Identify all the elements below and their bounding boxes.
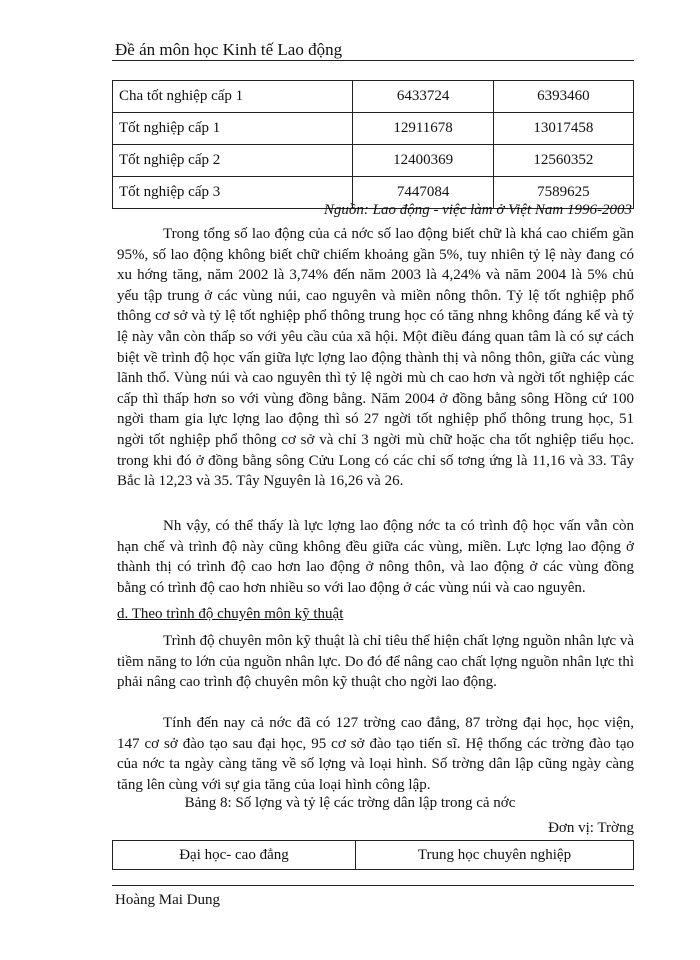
source-note: Nguồn: Lao động - việc làm ở Việt Nam 1996-2003 (323, 202, 632, 218)
table-cell-value: 12560352 (493, 145, 633, 177)
section-subheading: d. Theo trình độ chuyên môn kỹ thuật (117, 606, 344, 622)
table-cell-value: 7447084 (353, 177, 493, 209)
table-row (113, 145, 634, 177)
column-header-vocational: Trung học chuyên nghiệp (356, 841, 634, 870)
paragraph-technical-level: Trình độ chuyên môn kỹ thuật là chỉ tiêu thể hiện chất lợng nguồn nhân lực và tiềm năng to lớn của nguồn nhân lực. Do đó để nâng cao chất lợng nguồn nhân lực thì phải nâng cao trình độ chuyên môn kỹ thuật cho ngời lao động. (117, 633, 634, 691)
table-caption: Bảng 8: Số lợng và tỷ lệ các trờng dân lập trong cả nớc (184, 795, 516, 811)
table-cell-value: 6433724 (353, 81, 493, 113)
table-cell-label: Tốt nghiệp cấp 2 (113, 145, 353, 177)
table-cell-label: Tốt nghiệp cấp 1 (113, 113, 353, 145)
table-cell-value: 7589625 (493, 177, 633, 209)
table-cell-value: 6393460 (493, 81, 633, 113)
footer-rule (112, 885, 634, 886)
paragraph-summary: Nh vậy, có thể thấy là lực lợng lao động nớc ta có trình độ học vấn vẫn còn hạn chế và trình độ này cũng không đều giữa các vùng, miền. Lực lợng lao động ở thành thị có trình độ cao hơn lao động ở nông thôn, và lao động ở các vùng đồng bằng có trình độ cao hơn nhiều so với lao động ở các vùng núi và cao nguyên. (117, 518, 634, 596)
unit-label: Đơn vị: Trờng (548, 820, 634, 836)
table-cell-value: 12400369 (353, 145, 493, 177)
header-rule (112, 60, 634, 61)
page-header-title: Đề án môn học Kinh tế Lao động (115, 40, 343, 59)
paragraph-literacy: Trong tổng số lao động của cả nớc số lao động biết chữ là khá cao chiếm gần 95%, số lao động không biết chữ chiếm khoảng gần 5%, tuy nhiên tỷ lệ này đang có xu hớng tăng, năm 2002 là 3,74% đến năm 2003 là 4,24% và năm 2004 là 5% chủ yếu tập trung ở các vùng núi, cao nguyên và miền nông thôn. Tỷ lệ tốt nghiệp phổ thông cơ sở và tỷ lệ tốt nghiệp phổ thông trung học có tăng nhng không đáng kể và tỷ lệ này vẫn còn thấp so với yêu cầu của xã hội. Một điều đáng quan tâm là có sự cách biệt về trình độ học vấn giữa lực lợng lao động thành thị và nông thôn, giữa các vùng lãnh thổ. Vùng núi và cao nguyên thì tỷ lệ ngời mù ch cao hơn và ngời tốt nghiệp các cấp thì thấp hơn so với vùng đồng bằng. Năm 2004 ở đồng bằng sông Hồng cứ 100 ngời tham gia lực lợng lao động thì só 27 ngời tốt nghiệp phổ thông trung học, 51 ngời tốt nghiệp phổ thông cơ sở và chỉ 3 ngời mù chữ hoặc cha tốt nghiệp tiểu học. trong khi đó ở đồng bằng sông Cửu Long có các chỉ số tơng ứng là 11,16 và 33. Tây Bắc là 12,23 và 35. Tây Nguyên là 16,26 và 26. (117, 226, 634, 490)
literacy-table (112, 80, 634, 209)
footer-author: Hoàng Mai Dung (115, 892, 220, 908)
table-row (113, 113, 634, 145)
table-row (113, 81, 634, 113)
table-cell-label: Cha tốt nghiệp cấp 1 (113, 81, 353, 113)
table-cell-value: 12911678 (353, 113, 493, 145)
paragraph-schools: Tính đến nay cả nớc đã có 127 trờng cao đẳng, 87 trờng đại học, học viện, 147 cơ sở đào tạo sau đại học, 95 cơ sở đào tạo tiến sĩ. Hệ thống các trờng đào tạo của nớc ta ngày càng tăng về số lợng và loại hình. Số trờng dân lập cũng ngày càng tăng lên cùng với sự gia tăng của loại hình công lập. (117, 715, 634, 793)
private-schools-table (112, 840, 634, 870)
table-header-row (113, 841, 634, 870)
table-cell-value: 13017458 (493, 113, 633, 145)
column-header-university: Đại học- cao đẳng (113, 841, 356, 870)
table-cell-label: Tốt nghiệp cấp 3 (113, 177, 353, 209)
